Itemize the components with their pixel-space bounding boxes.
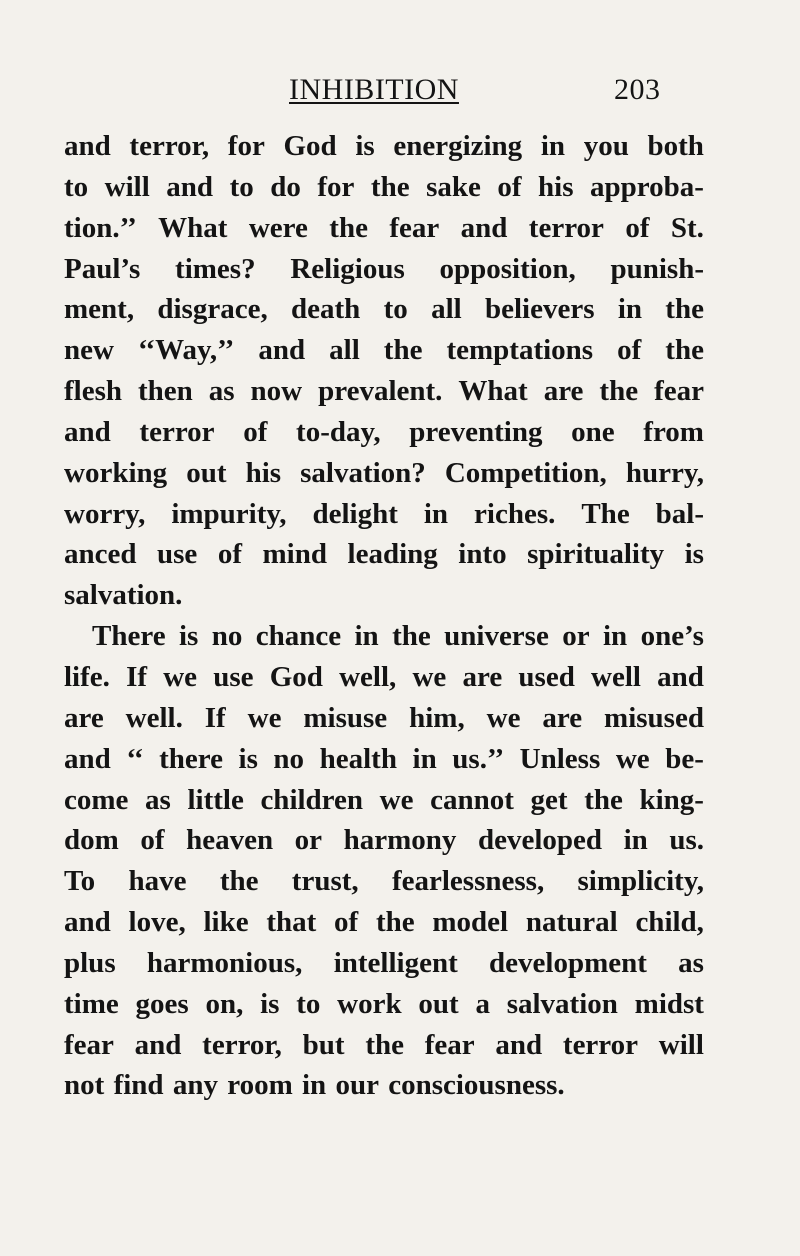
text-line [64, 167, 704, 208]
text-line [64, 208, 704, 249]
word: king- [639, 783, 704, 816]
word: were [248, 211, 308, 244]
word: will [658, 1028, 704, 1061]
word: salvation [506, 987, 618, 1020]
word: is [355, 130, 375, 162]
word: and [64, 415, 111, 448]
word: use [157, 538, 198, 571]
text-line [64, 249, 704, 290]
word: the [599, 375, 639, 408]
text-line [64, 780, 704, 821]
word: salvation. [64, 579, 183, 612]
word: his [245, 456, 282, 489]
text-line [64, 984, 704, 1025]
text-line [64, 494, 704, 535]
word: and [134, 1028, 182, 1061]
word: in [302, 1069, 327, 1102]
word: out [418, 987, 459, 1020]
word: use [213, 660, 254, 693]
word: of [243, 415, 268, 448]
word: hurry, [625, 456, 704, 489]
word: What [158, 211, 228, 244]
word: have [128, 865, 187, 898]
word: spirituality [527, 538, 665, 571]
word: as [678, 946, 704, 979]
word: the [219, 865, 259, 898]
word: find [113, 1069, 164, 1102]
body-text [64, 126, 704, 1106]
word: flesh [64, 375, 122, 408]
word: prevalent. [318, 375, 443, 408]
word: bal- [655, 497, 704, 530]
word: the [365, 1028, 404, 1061]
word: The [581, 497, 630, 530]
word: Religious [290, 252, 405, 285]
word: and [64, 130, 111, 162]
word: our [335, 1069, 379, 1102]
word: all [329, 334, 360, 367]
word: terror [139, 415, 215, 448]
word: new [64, 334, 114, 367]
word: terror, [129, 130, 210, 162]
word: well [591, 660, 641, 693]
word: his [538, 170, 574, 203]
word: love, [128, 906, 186, 939]
word: health [319, 742, 397, 775]
word: no [273, 742, 305, 775]
word: we [412, 660, 447, 693]
word: do [270, 170, 301, 203]
word: Paul’s [64, 252, 141, 285]
word: or [562, 620, 590, 653]
word: are [543, 375, 584, 408]
word: model [432, 906, 509, 939]
word: and [495, 1028, 543, 1061]
text-line [64, 330, 704, 371]
word: and [258, 334, 306, 367]
word: the [383, 334, 423, 367]
word: impurity, [171, 497, 287, 530]
word: on, [205, 987, 244, 1020]
word: terror [562, 1028, 639, 1061]
word: time [64, 987, 119, 1020]
word: there [159, 742, 223, 775]
text-line [64, 412, 704, 453]
word: misuse [303, 701, 388, 734]
text-line [64, 698, 704, 739]
word: death [291, 293, 361, 326]
word: like [203, 906, 249, 939]
word: in [412, 742, 437, 775]
word: harmonious, [146, 946, 303, 979]
word: developed [477, 824, 603, 857]
word: of [217, 538, 242, 571]
word: in [354, 620, 379, 653]
word: to [229, 170, 254, 203]
word: be- [665, 742, 704, 775]
word: working [64, 456, 168, 489]
word: we [247, 701, 282, 734]
word: to [383, 293, 408, 326]
word: in [540, 130, 566, 162]
word: fear [424, 1028, 475, 1061]
word: no [211, 620, 243, 653]
word: then [137, 375, 193, 408]
word: leading [347, 538, 438, 571]
word: for [227, 130, 265, 162]
word: There [92, 620, 166, 653]
word: God [283, 130, 337, 162]
word: we [163, 660, 198, 693]
word: If [204, 701, 226, 734]
word: is [238, 742, 258, 775]
word: To [64, 865, 96, 898]
word: plus [64, 946, 116, 979]
word: goes [135, 987, 189, 1020]
text-line [64, 861, 704, 902]
word: and [64, 742, 111, 775]
word: are [462, 660, 503, 693]
word: What [458, 375, 528, 408]
word: him, [409, 701, 465, 734]
word: children [260, 783, 364, 816]
running-head-title: INHIBITION [289, 73, 459, 106]
text-line [64, 453, 704, 494]
word: to [296, 987, 321, 1020]
word: the [665, 293, 704, 326]
word: opposition, [439, 252, 576, 285]
word: for [317, 170, 355, 203]
word: dom [64, 824, 119, 857]
word: ‘‘ [126, 742, 144, 775]
word: you [583, 130, 629, 162]
text-line [64, 657, 704, 698]
word: Unless [519, 742, 601, 775]
word: ment, [64, 293, 135, 326]
word: harmony [343, 824, 457, 857]
word: out [186, 456, 227, 489]
word: is [260, 987, 280, 1020]
word: natural [525, 906, 618, 939]
word: salvation? [300, 456, 426, 489]
word: fear [654, 375, 704, 408]
word: come [64, 783, 129, 816]
word: punish- [610, 252, 704, 285]
word: and [166, 170, 214, 203]
text-line [64, 1025, 704, 1066]
word: as [208, 375, 235, 408]
word: of [334, 906, 359, 939]
word: all [431, 293, 462, 326]
word: sake [426, 170, 481, 203]
text-line [64, 371, 704, 412]
word: heaven [186, 824, 274, 857]
word: fear [64, 1028, 114, 1061]
word: child, [635, 906, 704, 939]
text-line [64, 289, 704, 330]
word: is [684, 538, 704, 571]
word: work [337, 987, 402, 1020]
word: and [64, 906, 111, 939]
word: temptations [446, 334, 594, 367]
word: riches. [474, 497, 556, 530]
word: St. [670, 211, 704, 244]
word: If [126, 660, 148, 693]
word: one [571, 415, 615, 448]
word: energizing [393, 130, 523, 162]
word: terror [528, 211, 604, 244]
word: disgrace, [157, 293, 268, 326]
word: ‘‘Way,’’ [137, 334, 235, 367]
word: get [530, 783, 568, 816]
word: the [375, 906, 415, 939]
word: in [603, 620, 628, 653]
word: the [665, 334, 704, 367]
word: worry, [64, 497, 146, 530]
word: room [227, 1069, 293, 1102]
text-line [64, 1065, 704, 1106]
word: misused [604, 701, 704, 734]
word: in [623, 824, 648, 857]
word: little [187, 783, 244, 816]
word: one’s [640, 620, 704, 653]
word: Competition, [444, 456, 607, 489]
word: will [104, 170, 150, 203]
text-line [64, 739, 704, 780]
text-line [64, 534, 704, 575]
word: of [497, 170, 522, 203]
word: times? [175, 252, 256, 285]
word: midst [634, 987, 704, 1020]
word: as [145, 783, 171, 816]
word: consciousness. [388, 1069, 565, 1102]
word: life. [64, 660, 110, 693]
word: believers [485, 293, 595, 326]
word: and [460, 211, 508, 244]
text-line [64, 902, 704, 943]
word: from [643, 415, 704, 448]
word: to [64, 170, 89, 203]
word: the [329, 211, 368, 244]
word: fearlessness, [391, 865, 545, 898]
word: us.’’ [452, 742, 505, 775]
word: the [392, 620, 431, 653]
word: intelligent [333, 946, 458, 979]
page-number: 203 [614, 73, 661, 106]
word: chance [255, 620, 342, 653]
word: anced [64, 538, 137, 571]
word: mind [262, 538, 327, 571]
word: fear [389, 211, 440, 244]
word: and [657, 660, 704, 693]
word: delight [312, 497, 398, 530]
word: is [178, 620, 199, 653]
word: the [584, 783, 623, 816]
word: are [542, 701, 583, 734]
word: approba- [590, 170, 704, 203]
word: development [489, 946, 647, 979]
word: are [64, 701, 104, 734]
word: into [458, 538, 507, 571]
word: a [475, 987, 490, 1020]
word: to-day, [296, 415, 381, 448]
word: in [617, 293, 642, 326]
word: but [302, 1028, 345, 1061]
text-line [64, 616, 704, 657]
word: of [617, 334, 642, 367]
text-line [64, 575, 704, 616]
word: well. [125, 701, 183, 734]
word: of [140, 824, 165, 857]
word: trust, [291, 865, 359, 898]
word: not [64, 1069, 105, 1102]
running-head [0, 70, 800, 110]
word: God [269, 660, 323, 693]
text-line [64, 126, 704, 167]
word: we [379, 783, 414, 816]
word: the [370, 170, 410, 203]
word: in [423, 497, 449, 530]
word: us. [669, 824, 704, 857]
word: we [615, 742, 650, 775]
word: cannot [430, 783, 514, 816]
word: terror, [202, 1028, 282, 1061]
word: universe [444, 620, 549, 653]
word: or [294, 824, 323, 857]
word: well, [339, 660, 397, 693]
word: simplicity, [577, 865, 704, 898]
word: tion.’’ [64, 211, 137, 244]
word: any [172, 1069, 218, 1102]
word: of [625, 211, 650, 244]
word: used [518, 660, 575, 693]
word: that [266, 906, 317, 939]
text-line [64, 943, 704, 984]
text-line [64, 820, 704, 861]
word: both [647, 130, 704, 162]
word: now [250, 375, 303, 408]
word: we [486, 701, 521, 734]
word: preventing [409, 415, 543, 448]
